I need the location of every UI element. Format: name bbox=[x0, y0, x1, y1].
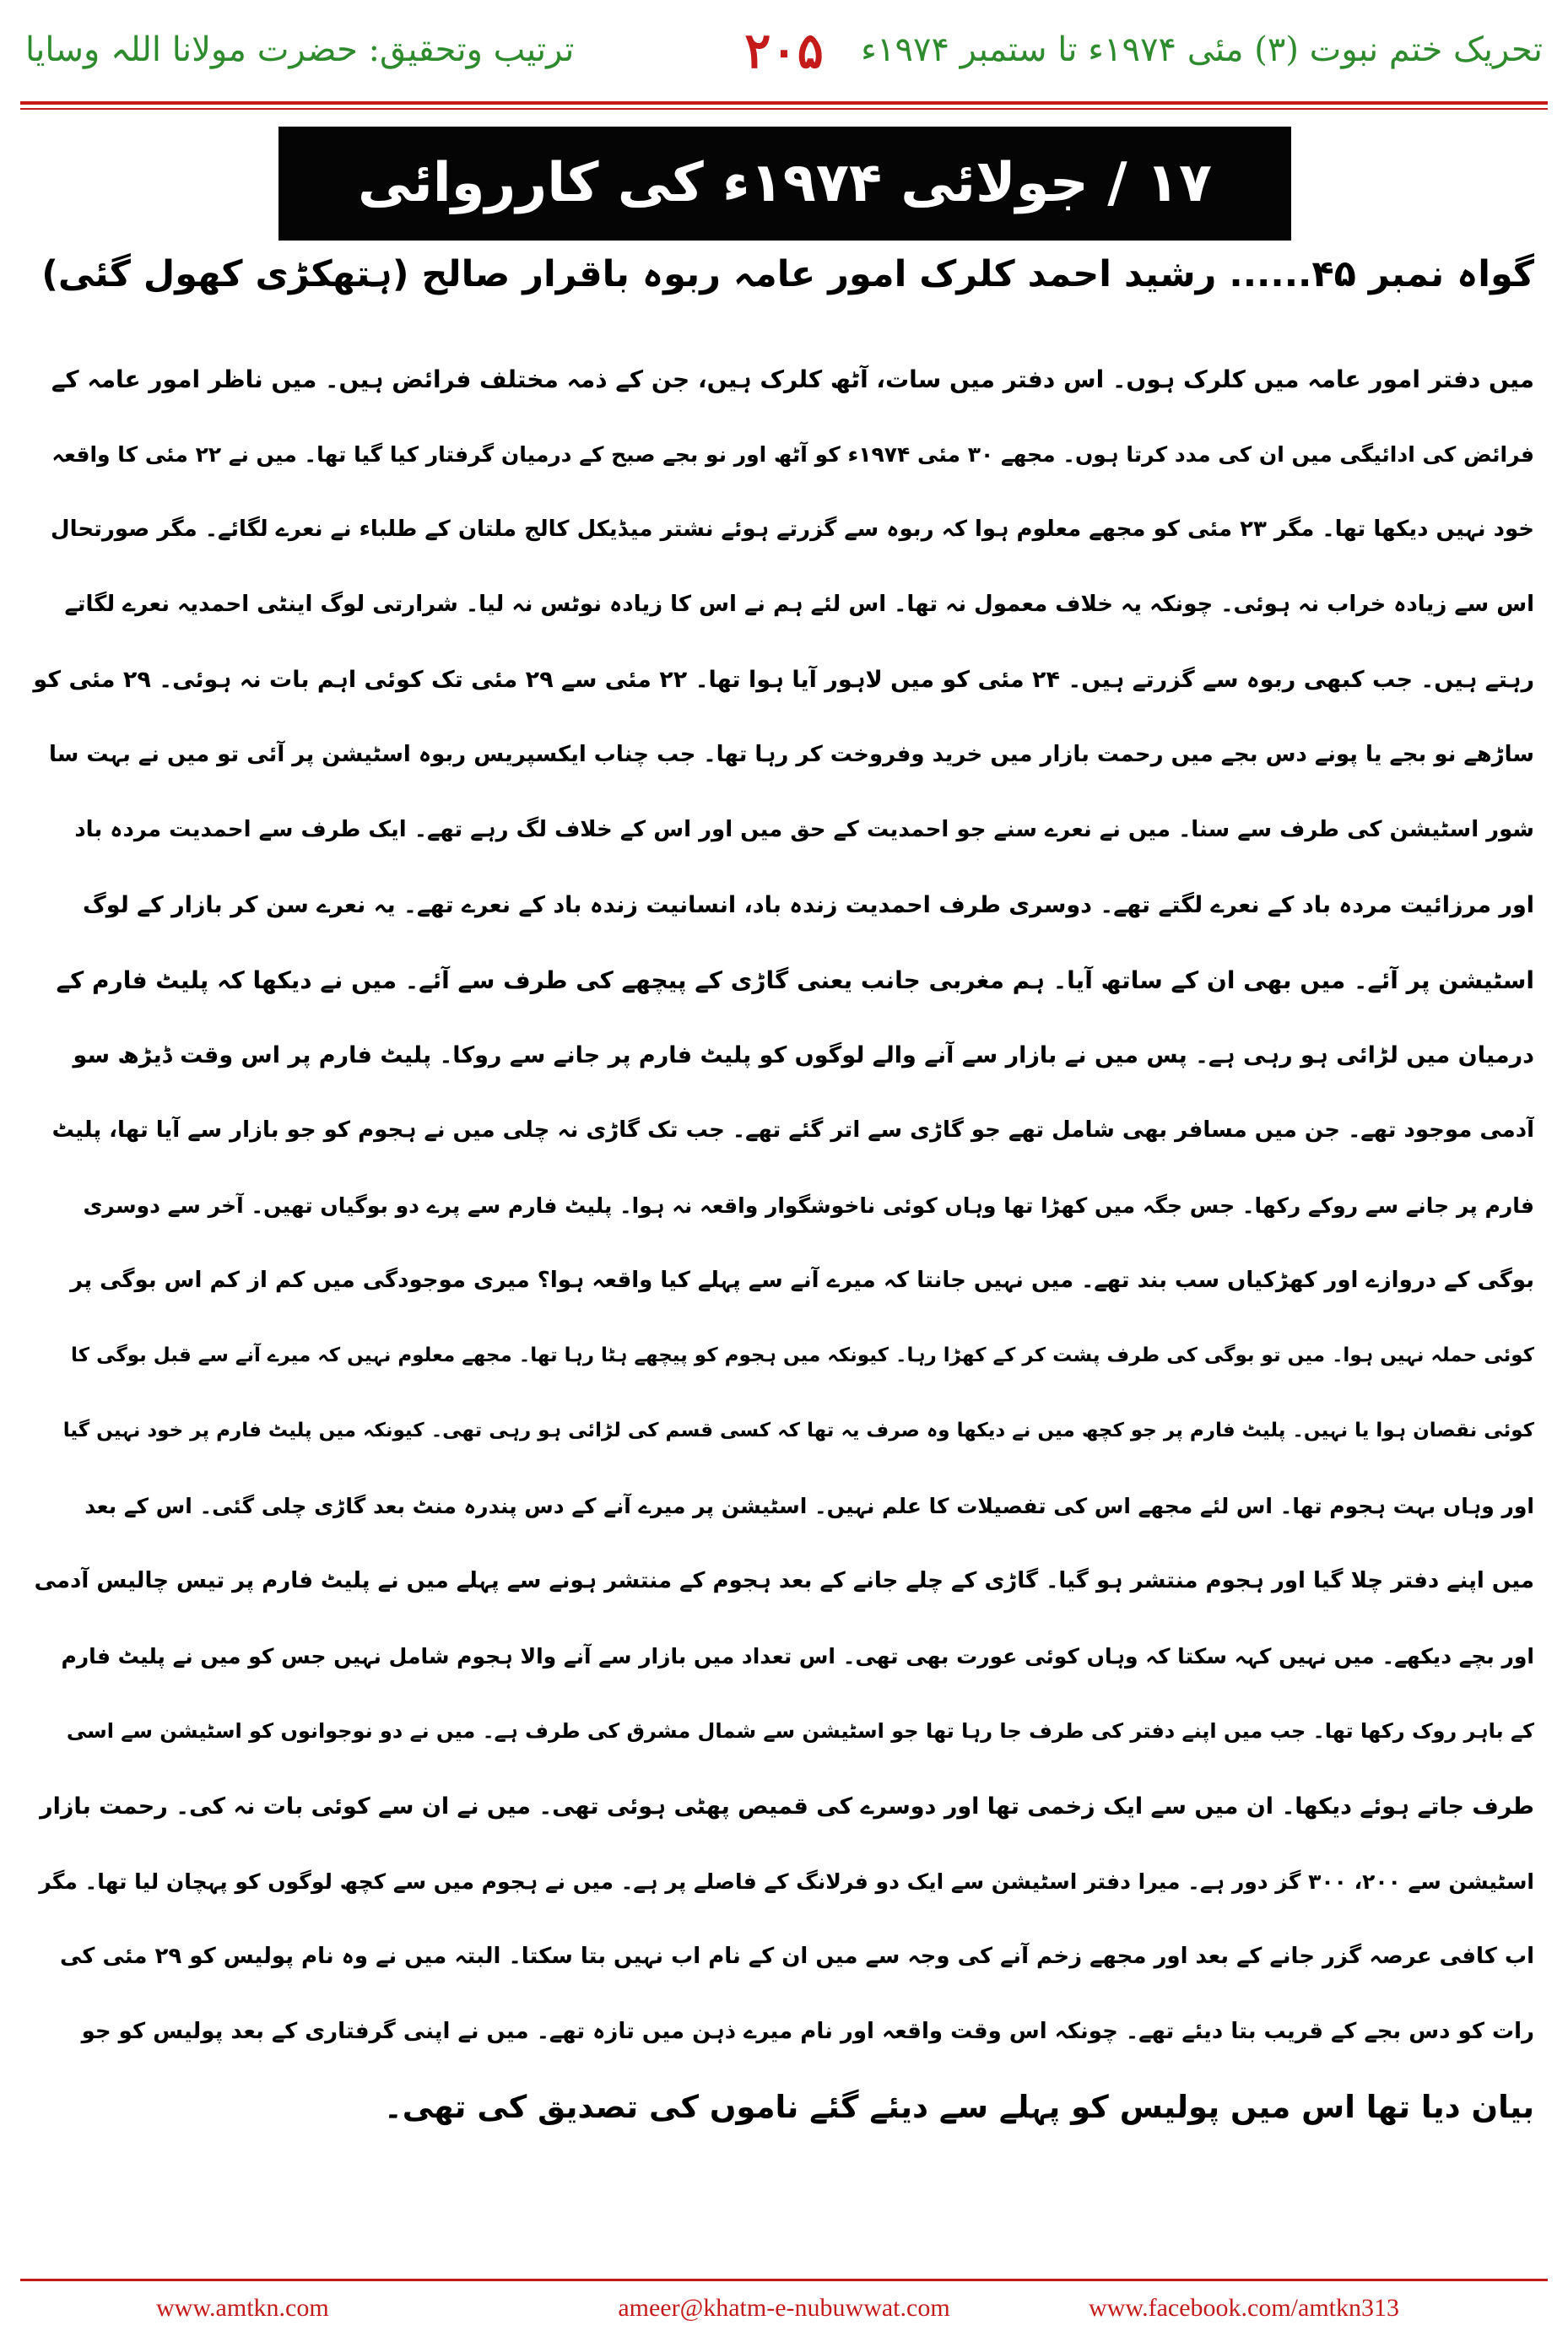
body-line: رات کو دس بجے کے قریب بتا دیئے تھے۔ چونکہ اس وقت واقعہ اور نام میرے ذہن میں تازہ تھے۔ میں نے اپنی گرفتاری کے بعد پولیس کو جو bbox=[81, 2019, 1534, 2044]
body-line: اور بچے دیکھے۔ میں نہیں کہہ سکتا کہ وہاں کوئی عورت بھی تھی۔ اس تعداد میں بازار سے آنے والا ہجوم شامل نہیں جس کو میں نے پلیٹ فارم bbox=[61, 1644, 1534, 1669]
body-line: اسٹیشن پر آئے۔ میں بھی ان کے ساتھ آیا۔ ہم مغربی جانب یعنی گاڑی کے پیچھے کی طرف سے آئے۔ میں نے دیکھا کہ پلیٹ فارم کے bbox=[56, 966, 1534, 994]
body-line: درمیان میں لڑائی ہو رہی ہے۔ پس میں نے بازار سے آنے والے لوگوں کو پلیٹ فارم پر جانے سے روکا۔ پلیٹ فارم پر اس وقت ڈیڑھ سو bbox=[73, 1042, 1534, 1068]
body-line: اور مرزائیت مردہ باد کے نعرے لگتے تھے۔ دوسری طرف احمدیت زندہ باد، انسانیت زندہ باد کے نعرے تھے۔ یہ نعرے سن کر بازار کے لوگ bbox=[83, 892, 1534, 918]
body-line: رہتے ہیں۔ جب کبھی ربوہ سے گزرتے ہیں۔ ۲۴ مئی کو میں لاہور آیا ہوا تھا۔ ۲۲ مئی سے ۲۹ مئی تک کوئی اہم بات نہ ہوئی۔ ۲۹ مئی کو bbox=[33, 667, 1534, 693]
body-line: بیان دیا تھا اس میں پولیس کو پہلے سے دیئے گئے ناموں کی تصدیق کی تھی۔ bbox=[384, 2089, 1534, 2125]
body-line: شور اسٹیشن کی طرف سے سنا۔ میں نے نعرے سنے جو احمدیت کے حق میں اور اس کے خلاف لگ رہے تھے۔ ایک طرف سے احمدیت مردہ باد bbox=[74, 817, 1534, 842]
body-text bbox=[32, 342, 1534, 2145]
footer-website-link[interactable]: www.amtkn.com bbox=[156, 2294, 329, 2322]
header-divider-thin bbox=[20, 108, 1548, 110]
page-header bbox=[0, 0, 1568, 127]
footer-divider bbox=[20, 2279, 1548, 2281]
body-line: طرف جاتے ہوئے دیکھا۔ ان میں سے ایک زخمی تھا اور دوسرے کی قمیص پھٹی ہوئی تھی۔ میں نے ان سے کوئی بات نہ کی۔ رحمت بازار bbox=[40, 1793, 1534, 1820]
body-line: اسٹیشن سے ۲۰۰، ۳۰۰ گز دور ہے۔ میرا دفتر اسٹیشن سے ایک دو فرلانگ کے فاصلے پر ہے۔ میں نے ہجوم میں سے کچھ لوگوں کو پہچان لیا تھا۔ مگر bbox=[39, 1869, 1534, 1894]
body-line: اور وہاں بہت ہجوم تھا۔ اس لئے مجھے اس کی تفصیلات کا علم نہیں۔ اسٹیشن پر میرے آنے کے دس پندرہ منٹ بعد گاڑی چلی گئی۔ اس کے بعد bbox=[84, 1494, 1534, 1518]
header-book-title: تحریک ختم نبوت (۳) مئی ۱۹۷۴ء تا ستمبر ۱۹۷۴ء bbox=[861, 30, 1543, 69]
body-line: کوئی نقصان ہوا یا نہیں۔ پلیٹ فارم پر جو کچھ میں نے دیکھا وہ صرف یہ تھا کہ کسی قسم کی لڑائی ہو رہی تھی۔ کیونکہ میں پلیٹ فارم پر خود نہیں گیا bbox=[62, 1420, 1534, 1441]
footer-email-link[interactable]: ameer@khatm-e-nubuwwat.com bbox=[618, 2294, 950, 2322]
body-line: فارم پر جانے سے روکے رکھا۔ جس جگہ میں کھڑا تھا وہاں کوئی ناخوشگوار واقعہ نہ ہوا۔ پلیٹ فارم سے پرے دو بوگیاں تھیں۔ آخر سے دوسری bbox=[83, 1193, 1534, 1218]
body-line: کوئی حملہ نہیں ہوا۔ میں تو بوگی کی طرف پشت کر کے کھڑا رہا۔ کیونکہ میں ہجوم کو پیچھے ہٹا رہا تھا۔ مجھے معلوم نہیں کہ میرے آنے سے قبل بوگی کا bbox=[71, 1344, 1534, 1366]
body-line: اس سے زیادہ خراب نہ ہوئی۔ چونکہ یہ خلاف معمول نہ تھا۔ اس لئے ہم نے اس کا زیادہ نوٹس نہ لیا۔ شرارتی لوگ اینٹی احمدیہ نعرے لگاتے bbox=[64, 592, 1534, 617]
header-compiler: ترتیب وتحقیق: حضرت مولانا اللہ وسایا bbox=[25, 30, 575, 69]
body-line: خود نہیں دیکھا تھا۔ مگر ۲۳ مئی کو مجھے معلوم ہوا کہ ربوہ سے گزرتے ہوئے نشتر میڈیکل کالج ملتان کے طلباء نے نعرے لگائے۔ مگر صورتحال bbox=[51, 517, 1534, 542]
body-line: ساڑھے نو بجے یا پونے دس بجے میں رحمت بازار میں خرید وفروخت کر رہا تھا۔ جب چناب ایکسپریس ربوہ اسٹیشن پر آئی تو میں نے بہت سا bbox=[48, 742, 1534, 767]
page-number: ۲۰۵ bbox=[744, 22, 824, 79]
page-footer bbox=[0, 2287, 1568, 2329]
body-line: بوگی کے دروازے اور کھڑکیاں سب بند تھے۔ میں نہیں جانتا کہ میرے آنے سے پہلے کیا واقعہ ہوا؟ میری موجودگی میں کم از کم اس بوگی پر bbox=[70, 1268, 1534, 1293]
section-title: ۱۷ / جولائی ۱۹۷۴ء کی کارروائی bbox=[278, 127, 1291, 241]
body-line: اب کافی عرصہ گزر جانے کے بعد اور مجھے زخم آنے کی وجہ سے میں ان کے نام اب نہیں بتا سکتا۔ البتہ میں نے وہ نام پولیس کو ۲۹ مئی کی bbox=[59, 1944, 1534, 1969]
body-line: فرائض کی ادائیگی میں ان کی مدد کرتا ہوں۔ مجھے ۳۰ مئی ۱۹۷۴ء کو آٹھ اور نو بجے صبح کے درمیان گرفتار کیا گیا تھا۔ میں نے ۲۲ مئی کا واقعہ bbox=[51, 442, 1534, 467]
body-line: میں اپنے دفتر چلا گیا اور ہجوم منتشر ہو گیا۔ گاڑی کے چلے جانے کے بعد ہجوم کے منتشر ہونے سے پہلے میں نے پلیٹ فارم پر تیس چالیس آدمی bbox=[34, 1568, 1534, 1593]
body-line: میں دفتر امور عامہ میں کلرک ہوں۔ اس دفتر میں سات، آٹھ کلرک ہیں، جن کے ذمہ مختلف فرائض ہیں۔ میں ناظر امور عامہ کے bbox=[51, 365, 1534, 393]
body-line: آدمی موجود تھے۔ جن میں مسافر بھی شامل تھے جو گاڑی سے اتر گئے تھے۔ جب تک گاڑی نہ چلی میں نے ہجوم کو جو بازار سے آیا تھا، پلیٹ bbox=[51, 1117, 1534, 1143]
witness-heading: گواہ نمبر ۴۵...... رشید احمد کلرک امور عامہ ربوہ باقرار صالح (ہتھکڑی کھول گئی) bbox=[41, 253, 1534, 295]
footer-facebook-link[interactable]: www.facebook.com/amtkn313 bbox=[1089, 2294, 1399, 2322]
header-divider bbox=[20, 101, 1548, 105]
body-line: کے باہر روک رکھا تھا۔ جب میں اپنے دفتر کی طرف جا رہا تھا جو اسٹیشن سے شمال مشرق کی طرف ہے۔ میں نے دو نوجوانوں کو اسٹیشن سے اسی bbox=[66, 1719, 1534, 1743]
